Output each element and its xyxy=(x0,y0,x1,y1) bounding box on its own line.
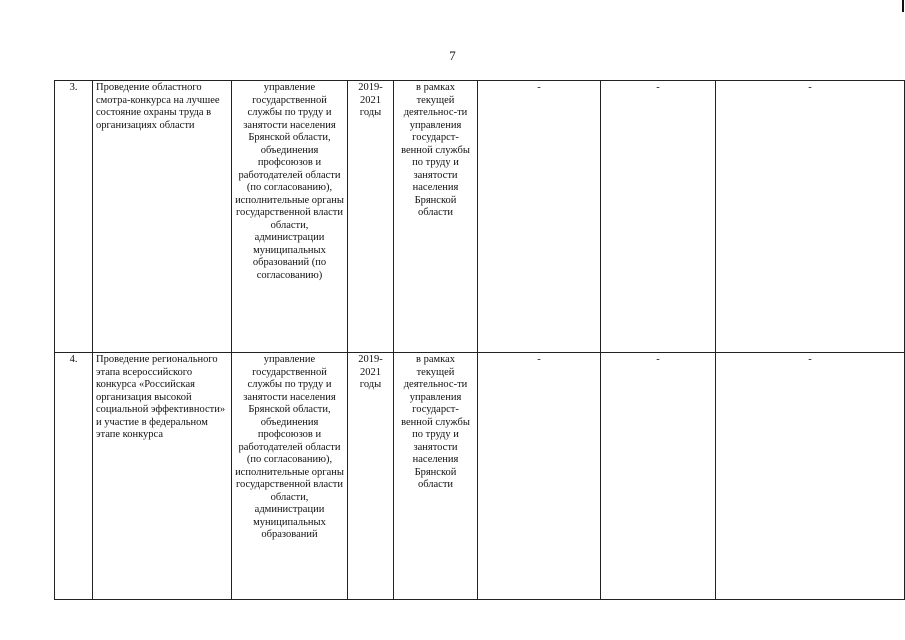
value-cell-2: - xyxy=(601,353,716,600)
page-number: 7 xyxy=(449,48,456,63)
activity-cell: Проведение регионального этапа всероссийского конкурса «Российская организация высокой социальной эффективности» и участие в федеральном этапе конкурса xyxy=(93,353,232,600)
table-row xyxy=(55,353,905,600)
edge-mark xyxy=(902,0,904,12)
funding-cell: в рамках текущей деятельнос-ти управления государст-венной службы по труду и занятости населения Брянской области xyxy=(394,81,478,353)
row-number: 3. xyxy=(55,81,93,353)
period-cell: 2019-2021 годы xyxy=(348,353,394,600)
plan-table xyxy=(54,80,905,600)
value-cell-3: - xyxy=(716,81,905,353)
table-row xyxy=(55,81,905,353)
funding-cell: в рамках текущей деятельнос-ти управления государст-венной службы по труду и занятости населения Брянской области xyxy=(394,353,478,600)
executors-cell: управление государственной службы по труду и занятости населения Брянской области, объединения профсоюзов и работодателей области (по согласованию), исполнительные органы государственной власти области, администрации муниципальных образований xyxy=(232,353,348,600)
value-cell-2: - xyxy=(601,81,716,353)
executors-cell: управление государственной службы по труду и занятости населения Брянской области, объединения профсоюзов и работодателей области (по согласованию), исполнительные органы государственной власти области, администрации муниципальных образований (по согласованию) xyxy=(232,81,348,353)
activity-cell: Проведение областного смотра-конкурса на лучшее состояние охраны труда в организациях области xyxy=(93,81,232,353)
value-cell-3: - xyxy=(716,353,905,600)
value-cell-1: - xyxy=(478,353,601,600)
period-cell: 2019-2021 годы xyxy=(348,81,394,353)
row-number: 4. xyxy=(55,353,93,600)
value-cell-1: - xyxy=(478,81,601,353)
